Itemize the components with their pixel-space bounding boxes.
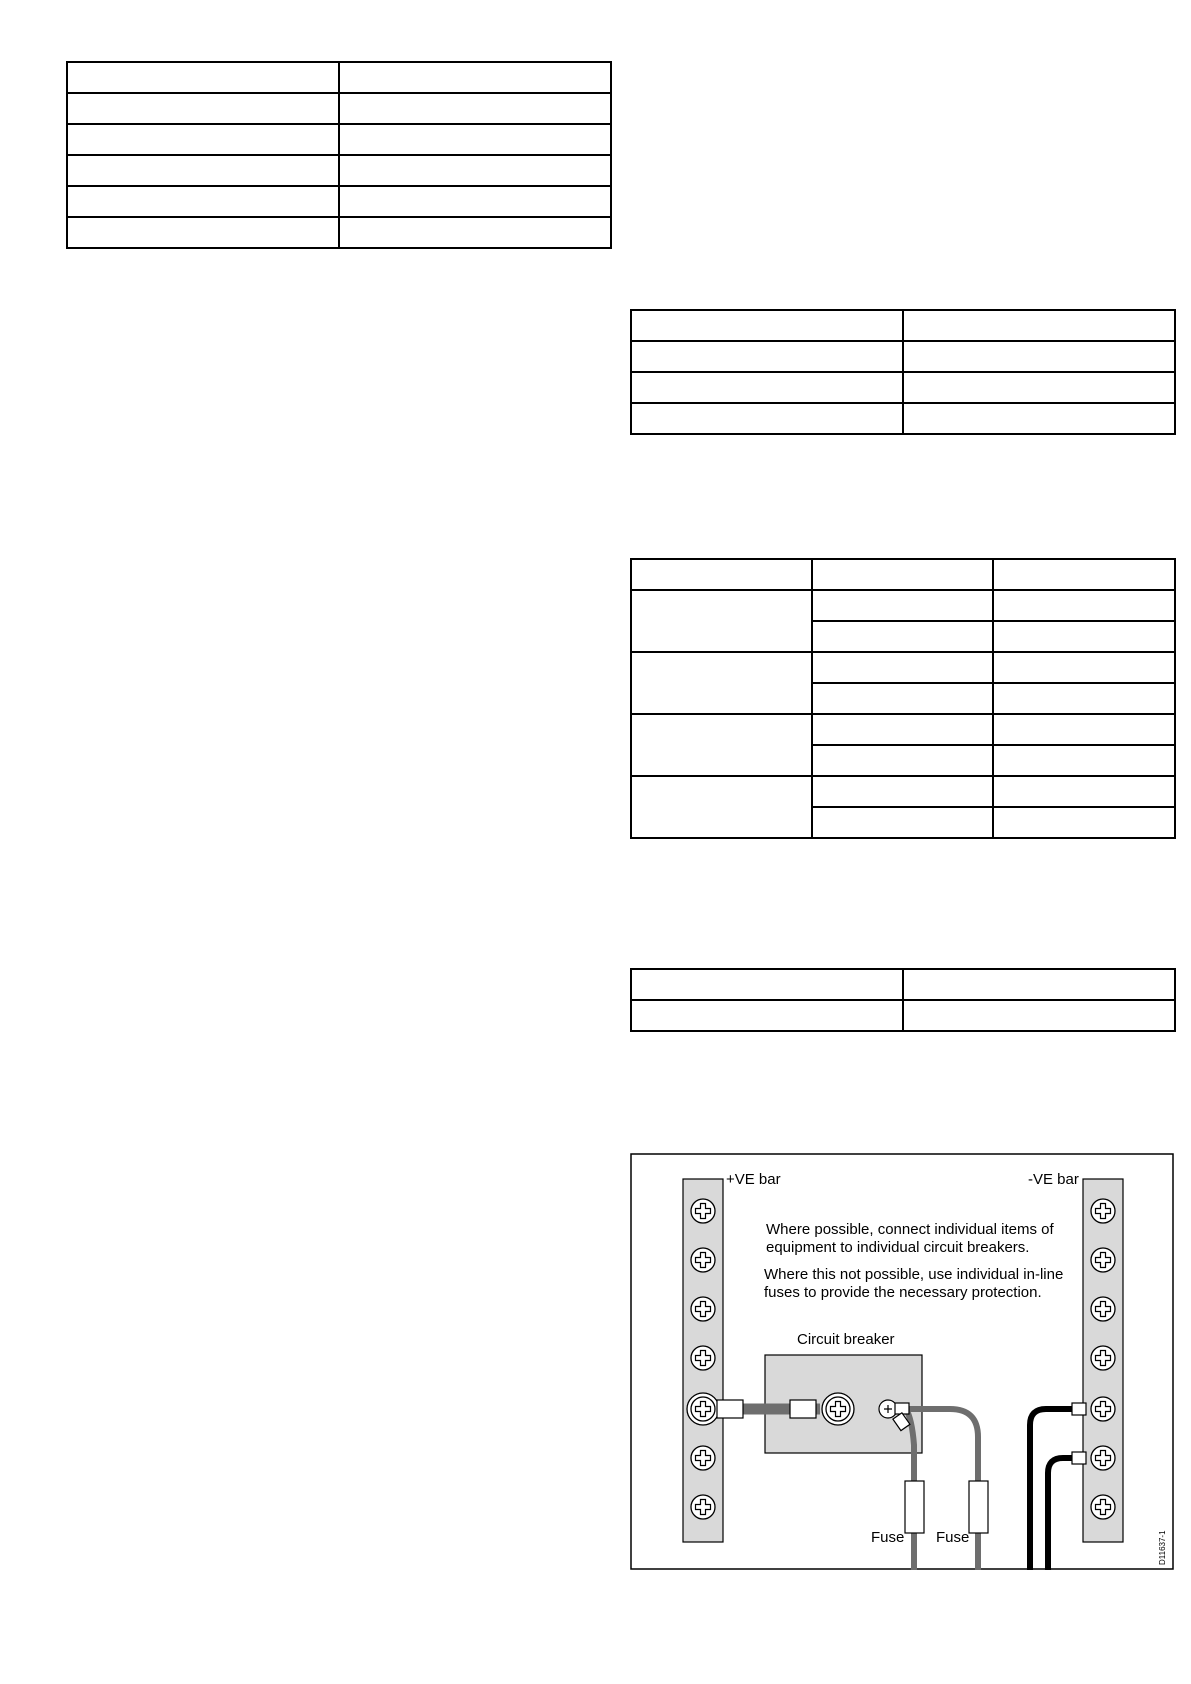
table-cell xyxy=(903,403,1175,434)
positive-bus-bar xyxy=(683,1179,723,1542)
table-cell xyxy=(812,745,993,776)
screw-icon xyxy=(691,1199,715,1223)
table-4 xyxy=(630,968,1176,1032)
table-cell xyxy=(67,155,339,186)
table-cell xyxy=(812,621,993,652)
screw-icon xyxy=(1091,1297,1115,1321)
table-cell xyxy=(631,310,903,341)
screw-icon xyxy=(1091,1346,1115,1370)
screw-icon xyxy=(691,1297,715,1321)
table-row xyxy=(67,93,611,124)
table-cell xyxy=(631,559,812,590)
table-row xyxy=(631,559,1175,590)
table-row xyxy=(631,372,1175,403)
table-row xyxy=(631,969,1175,1000)
screw-icon xyxy=(826,1397,850,1421)
table-cell xyxy=(631,341,903,372)
screw-icon xyxy=(1091,1495,1115,1519)
fuse-label: Fuse xyxy=(936,1529,970,1546)
table-cell xyxy=(993,652,1175,683)
screw-icon xyxy=(1091,1248,1115,1272)
table-cell xyxy=(67,217,339,248)
table-cell xyxy=(631,403,903,434)
screw-icon xyxy=(1091,1446,1115,1470)
table-row xyxy=(631,776,1175,807)
table-cell xyxy=(339,124,611,155)
table-cell xyxy=(812,590,993,621)
fuse-label: Fuse xyxy=(871,1529,905,1546)
table-cell xyxy=(812,776,993,807)
table-cell xyxy=(993,807,1175,838)
table-row xyxy=(67,155,611,186)
screw-icon xyxy=(691,1397,715,1421)
table-cell xyxy=(631,1000,903,1031)
fuse-icon xyxy=(969,1481,988,1533)
table-cell xyxy=(993,559,1175,590)
note-line-3: Where this not possible, use individual in-line xyxy=(764,1266,1064,1283)
table-cell xyxy=(67,186,339,217)
table-cell xyxy=(812,559,993,590)
screw-icon xyxy=(691,1248,715,1272)
table-row xyxy=(631,310,1175,341)
table-cell xyxy=(812,807,993,838)
table-cell xyxy=(631,714,812,776)
circuit-breaker-label: Circuit breaker xyxy=(797,1331,895,1348)
table-cell xyxy=(812,683,993,714)
screw-icon xyxy=(691,1446,715,1470)
table-cell xyxy=(903,969,1175,1000)
table-cell xyxy=(631,372,903,403)
table-row xyxy=(631,403,1175,434)
screw-icon xyxy=(691,1346,715,1370)
positive-bar-label: +VE bar xyxy=(726,1171,781,1188)
table-cell xyxy=(993,590,1175,621)
table-row xyxy=(67,217,611,248)
negative-bus-bar xyxy=(1083,1179,1123,1542)
table-cell xyxy=(993,621,1175,652)
table-cell xyxy=(993,683,1175,714)
note-line-1: Where possible, connect individual items of xyxy=(766,1221,1054,1238)
table-cell xyxy=(903,310,1175,341)
screw-icon xyxy=(1091,1397,1115,1421)
figure-id: D11637-1 xyxy=(1158,1530,1167,1565)
table-row xyxy=(631,590,1175,621)
table-cell xyxy=(631,652,812,714)
table-cell xyxy=(67,124,339,155)
note-line-2: equipment to individual circuit breakers. xyxy=(766,1239,1030,1256)
table-cell xyxy=(339,186,611,217)
table-cell xyxy=(993,745,1175,776)
table-1 xyxy=(66,61,612,249)
power-distribution-diagram xyxy=(630,1153,1174,1570)
table-row xyxy=(67,124,611,155)
table-cell xyxy=(993,776,1175,807)
note-line-4: fuses to provide the necessary protection. xyxy=(764,1284,1042,1301)
table-cell xyxy=(993,714,1175,745)
table-cell xyxy=(903,372,1175,403)
table-cell xyxy=(631,590,812,652)
table-cell xyxy=(339,217,611,248)
screw-icon xyxy=(691,1495,715,1519)
table-cell xyxy=(903,341,1175,372)
table-2 xyxy=(630,309,1176,435)
table-cell xyxy=(812,652,993,683)
table-cell xyxy=(339,155,611,186)
table-cell xyxy=(339,62,611,93)
fuse-icon xyxy=(905,1481,924,1533)
table-cell xyxy=(67,62,339,93)
negative-bar-label: -VE bar xyxy=(1028,1171,1079,1188)
table-cell xyxy=(631,969,903,1000)
table-3 xyxy=(630,558,1176,839)
table-row xyxy=(631,714,1175,745)
screw-icon xyxy=(1091,1199,1115,1223)
table-row xyxy=(67,62,611,93)
table-cell xyxy=(67,93,339,124)
table-row xyxy=(631,652,1175,683)
table-cell xyxy=(339,93,611,124)
table-cell xyxy=(631,776,812,838)
table-row xyxy=(631,341,1175,372)
table-cell xyxy=(812,714,993,745)
table-cell xyxy=(903,1000,1175,1031)
table-row xyxy=(67,186,611,217)
table-row xyxy=(631,1000,1175,1031)
